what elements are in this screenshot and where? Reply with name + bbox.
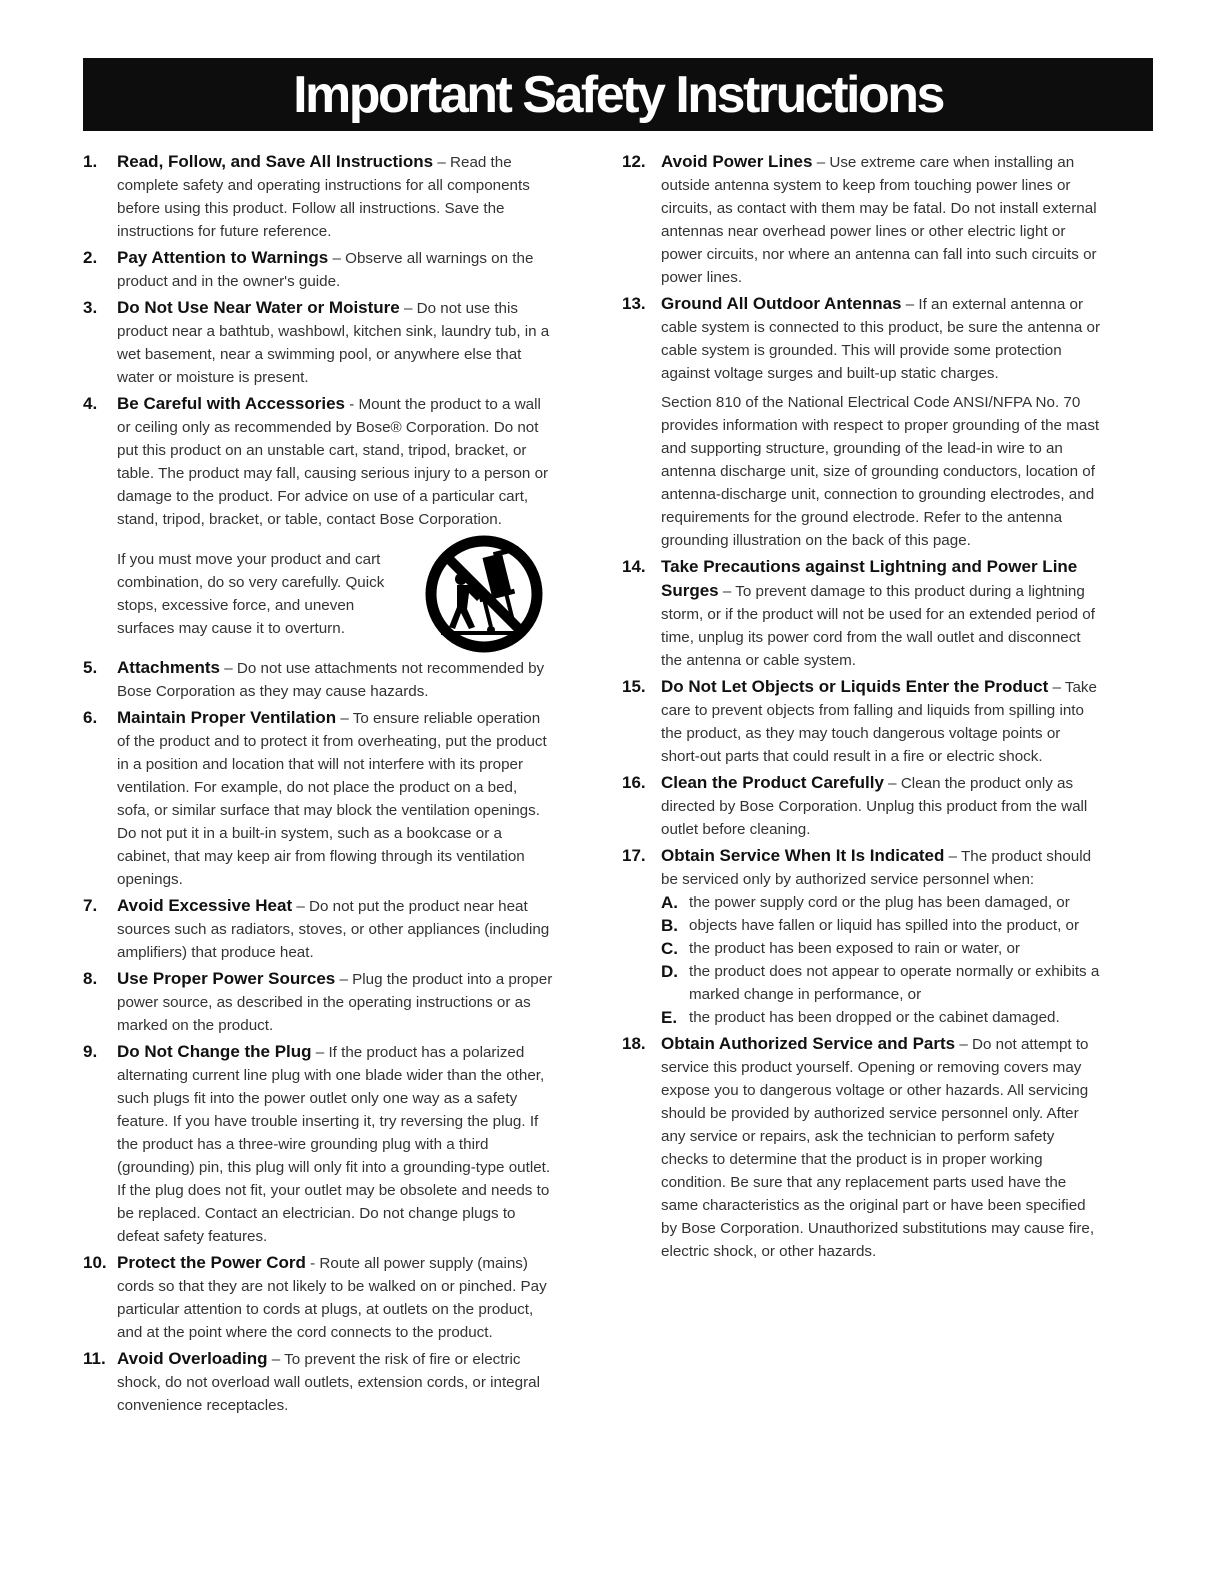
item-number: 4. (83, 394, 98, 413)
item-heading: Use Proper Power Sources (117, 969, 336, 988)
item-heading: Protect the Power Cord (117, 1253, 306, 1272)
item-number: 7. (83, 896, 98, 915)
condition-letter: D. (661, 962, 678, 981)
condition-text: the product does not appear to operate normally or exhibits a marked change in performance, or (689, 963, 1100, 1003)
item-separator: – (311, 1044, 329, 1061)
item-number: 10. (83, 1253, 107, 1272)
instruction-2 (83, 246, 553, 293)
item-text: If the product has a polarized alternating current line plug with one blade wider than the other, such plugs fit into the power outlet only one way as a safety feature. If you have trouble inserting it, try reversing the plug. If the product has a three-wire grounding plug with a third (grounding) pin, this plug will only fit into a grounding-type outlet. If the plug does not fit, your outlet may be obsolete and needs to be replaced. Contact an electrician. Do not change plugs to defeat safety features. (117, 1044, 551, 1245)
item-number: 6. (83, 708, 98, 727)
item-number: 14. (622, 557, 646, 576)
item-text: Use extreme care when installing an outside antenna system to keep from touching power lines or circuits, as contact with them may be fatal. Do not install external antennas near overhead power lines or other electric light or power circuits, nor where an antenna can fall into such circuits or power lines. (661, 154, 1097, 286)
item-text: To prevent the risk of fire or electric shock, do not overload wall outlets, extension cords, or integral convenience receptacles. (117, 1351, 540, 1414)
item-heading: Be Careful with Accessories (117, 394, 346, 413)
item-number: 3. (83, 298, 98, 317)
item-heading: Obtain Authorized Service and Parts (661, 1034, 956, 1053)
item-text: Do not use this product near a bathtub, washbowl, kitchen sink, laundry tub, in a wet basement, near a swimming pool, or anywhere else that water or moisture is present. (117, 300, 550, 386)
instruction-14 (622, 555, 1100, 672)
item-text: To prevent damage to this product during a lightning storm, or if the product will not be used for an extended period of time, unplug its power cord from the wall outlet and disconnect the antenna or cable system. (661, 583, 1095, 669)
instruction-5 (83, 656, 553, 703)
item-heading: Take Precautions against Lightning and Power Line Surges (661, 557, 1078, 600)
cart-warning-block (117, 535, 553, 653)
item-number: 13. (622, 294, 646, 313)
instruction-13 (622, 292, 1100, 552)
item-number: 17. (622, 846, 646, 865)
item-text: Clean the product only as directed by Bose Corporation. Unplug this product from the wall outlet before cleaning. (661, 775, 1088, 838)
service-condition (661, 960, 1100, 1006)
item-text: Do not attempt to service this product yourself. Opening or removing covers may expose you to dangerous voltage or other hazards. All servicing should be provided by authorized service personnel only. After any service or repairs, ask the technician to perform safety checks to determine that the product is in proper working condition. Be sure that any replacement parts used have the same characteristics as the original part or have been specified by Bose Corporation. Unauthorized substitutions may cause fire, electric shock, or other hazards. (661, 1036, 1095, 1260)
condition-letter: C. (661, 939, 678, 958)
instruction-7 (83, 894, 553, 964)
item-number: 11. (83, 1349, 106, 1368)
condition-text: the product has been dropped or the cabinet damaged. (689, 1009, 1060, 1026)
cart-tipover-warning-icon (415, 535, 553, 653)
item-text-secondary: If you must move your product and cart combination, do so very carefully. Quick stops, excessive force, and uneven surfaces may cause it to overturn. (117, 551, 385, 637)
item-heading: Avoid Overloading (117, 1349, 268, 1368)
title-banner (83, 58, 1153, 131)
item-number: 12. (622, 152, 646, 171)
item-separator: – (328, 250, 346, 267)
item-separator: – (812, 154, 830, 171)
item-heading: Read, Follow, and Save All Instructions (117, 152, 434, 171)
condition-letter: A. (661, 893, 678, 912)
item-separator: – (433, 154, 451, 171)
item-heading: Attachments (117, 658, 220, 677)
item-heading: Do Not Change the Plug (117, 1042, 312, 1061)
instruction-9 (83, 1040, 553, 1248)
instruction-16 (622, 771, 1100, 841)
instruction-12 (622, 150, 1100, 289)
item-separator: – (1048, 679, 1065, 696)
instruction-11 (83, 1347, 553, 1417)
item-text: If an external antenna or cable system is connected to this product, be sure the antenna or cable system is grounded. This will provide some protection against voltage surges and built-up static charges. (661, 296, 1101, 382)
item-text-secondary: Section 810 of the National Electrical Code ANSI/NFPA No. 70 provides information with respect to proper grounding of the mast and supporting structure, grounding of the lead-in wire to an antenna discharge unit, size of grounding conductors, location of antenna-discharge unit, connection to grounding electrodes, and requirements for the ground electrode. Refer to the antenna grounding illustration on the back of this page. (661, 394, 1100, 549)
service-condition (661, 914, 1100, 937)
item-text: Take care to prevent objects from falling and liquids from spilling into the product, as they may touch dangerous voltage points or short-out parts that could result in a fire or electric shock. (661, 679, 1097, 765)
item-separator: - (305, 1255, 320, 1272)
item-number: 2. (83, 248, 98, 267)
instruction-1 (83, 150, 553, 243)
item-heading: Do Not Use Near Water or Moisture (117, 298, 400, 317)
instruction-15 (622, 675, 1100, 768)
item-number: 8. (83, 969, 98, 988)
instruction-6 (83, 706, 553, 891)
item-heading: Avoid Power Lines (661, 152, 813, 171)
item-heading: Maintain Proper Ventilation (117, 708, 337, 727)
item-separator: – (336, 710, 353, 727)
item-text: Observe all warnings on the product and in the owner's guide. (117, 250, 534, 290)
instruction-8 (83, 967, 553, 1037)
instruction-18 (622, 1032, 1100, 1263)
item-separator: – (292, 898, 310, 915)
condition-text: objects have fallen or liquid has spilled into the product, or (689, 917, 1080, 934)
condition-letter: E. (661, 1008, 678, 1027)
item-separator: – (399, 300, 417, 317)
condition-text: the power supply cord or the plug has been damaged, or (689, 894, 1070, 911)
item-separator: – (219, 660, 237, 677)
service-condition (661, 891, 1100, 914)
item-separator: – (901, 296, 919, 313)
condition-letter: B. (661, 916, 678, 935)
item-text: Mount the product to a wall or ceiling only as recommended by Bose® Corporation. Do not put this product on an unstable cart, stand, tripod, bracket, or table. The product may fall, causing serious injury to a person or damage to the product. For advice on use of a particular cart, stand, tripod, bracket, or table, contact Bose Corporation. (117, 396, 549, 528)
item-number: 16. (622, 773, 646, 792)
condition-text: the product has been exposed to rain or water, or (689, 940, 1020, 957)
service-conditions-list (661, 891, 1100, 1029)
item-number: 18. (622, 1034, 646, 1053)
item-separator: – (955, 1036, 972, 1053)
item-separator: - (345, 396, 359, 413)
left-column (83, 150, 553, 1420)
item-text: To ensure reliable operation of the product and to protect it from overheating, put the product in a position and location that will not interfere with its proper ventilation. For example, do not place the product on a bed, sofa, or similar surface that may block the ventilation openings. Do not put it in a built-in system, such as a bookcase or a cabinet, that may keep air from flowing through its ventilation openings. (117, 710, 547, 888)
item-text: Plug the product into a proper power source, as described in the operating instructions or as marked on the product. (117, 971, 553, 1034)
item-text: The product should be serviced only by authorized service personnel when: (661, 848, 1092, 888)
instruction-17 (622, 844, 1100, 1029)
service-condition (661, 1006, 1100, 1029)
instruction-4 (83, 392, 553, 653)
item-text: Do not put the product near heat sources such as radiators, stoves, or other appliances (including amplifiers) that produce heat. (117, 898, 550, 961)
item-number: 1. (83, 152, 98, 171)
instruction-3 (83, 296, 553, 389)
item-separator: – (267, 1351, 285, 1368)
item-separator: – (883, 775, 901, 792)
item-heading: Ground All Outdoor Antennas (661, 294, 902, 313)
item-text: Read the complete safety and operating instructions for all components before using this product. Follow all instructions. Save the instructions for future reference. (117, 154, 530, 240)
item-text: Route all power supply (mains) cords so that they are not likely to be walked on or pinched. Pay particular attention to cords at plugs, at outlets on the product, and at the point where the cord connects to the product. (117, 1255, 547, 1341)
item-text: Do not use attachments not recommended by Bose Corporation as they may cause hazards. (117, 660, 545, 700)
service-condition (661, 937, 1100, 960)
item-number: 5. (83, 658, 98, 677)
item-separator: – (944, 848, 962, 865)
item-separator: – (718, 583, 736, 600)
page-title: Important Safety Instructions (293, 65, 943, 124)
item-number: 15. (622, 677, 646, 696)
instruction-10 (83, 1251, 553, 1344)
item-heading: Avoid Excessive Heat (117, 896, 293, 915)
item-heading: Obtain Service When It Is Indicated (661, 846, 945, 865)
item-heading: Do Not Let Objects or Liquids Enter the Product (661, 677, 1049, 696)
item-separator: – (335, 971, 353, 988)
right-column (622, 150, 1100, 1266)
item-heading: Clean the Product Carefully (661, 773, 884, 792)
item-number: 9. (83, 1042, 98, 1061)
item-heading: Pay Attention to Warnings (117, 248, 329, 267)
